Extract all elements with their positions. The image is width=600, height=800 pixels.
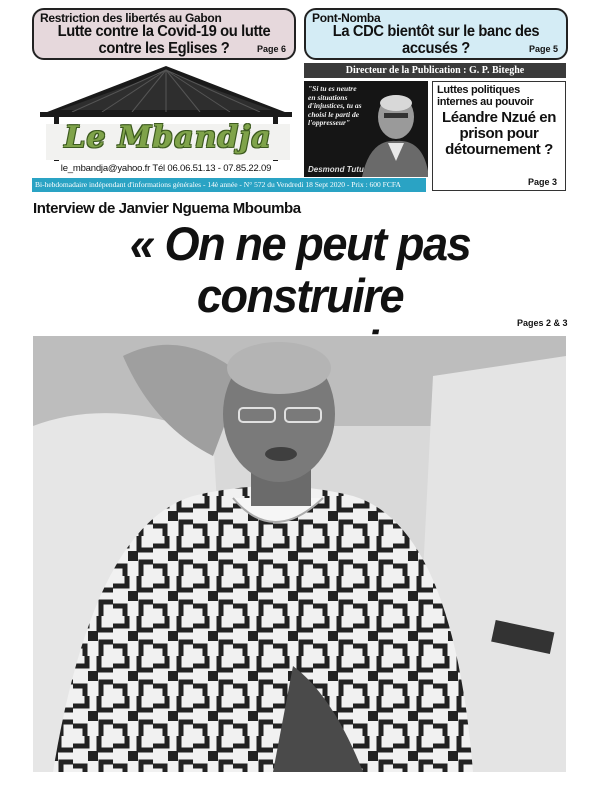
masthead-logo [32,64,300,174]
teaser-right-headline-line2: accusés ? [402,40,470,57]
teaser-left-headline-line2: contre les Eglises ? [98,40,230,57]
teaser-left-page: Page 6 [256,44,286,54]
side-story-kicker: Luttes politiques internes au pouvoir [437,84,534,108]
quote-photo [304,81,428,177]
contact-line: le_mbandja@yahoo.fr Tél 06.06.51.13 - 07.85.22.09 [60,163,272,174]
side-story-box [432,81,566,191]
main-photo [33,336,566,772]
director-bar: Directeur de la Publication : G. P. Biteghe [304,63,566,78]
teaser-right-headline [316,23,555,57]
issue-info-bar: Bi-hebdomadaire indépendant d'informations générales - 14è année - N° 572 du Vendredi 18 Sept 2020 - Prix : 600 FCFA [32,178,426,192]
side-story-headline: Léandre Nzué en prison pour détournement ? [441,109,557,158]
main-pages: Pages 2 & 3 [517,318,568,328]
teaser-right-headline-line1: La CDC bientôt sur le banc des [332,23,540,40]
quote-caption: Desmond Tutu [308,165,364,174]
side-story-page: Page 3 [527,177,557,187]
teaser-right-page: Page 5 [528,44,558,54]
quote-text: "Si tu es neutre en situations d'injustices, tu as choisi le parti de l'oppresseur" [308,84,362,127]
teaser-right-box [304,8,568,60]
main-kicker: Interview de Janvier Nguema Mboumba [33,200,301,217]
teaser-left-headline-line1: Lutte contre la Covid-19 ou lutte [57,23,271,40]
teaser-left-headline [44,23,283,57]
teaser-right-kicker: Pont-Nomba [312,11,381,25]
teaser-left-kicker: Restriction des libertés au Gabon [40,11,222,25]
logo-text: Le Mbandja [64,120,272,155]
teaser-left-box [32,8,296,60]
interview-portrait [33,336,566,772]
main-headline-line1: « On ne peut pas construire [129,217,471,322]
